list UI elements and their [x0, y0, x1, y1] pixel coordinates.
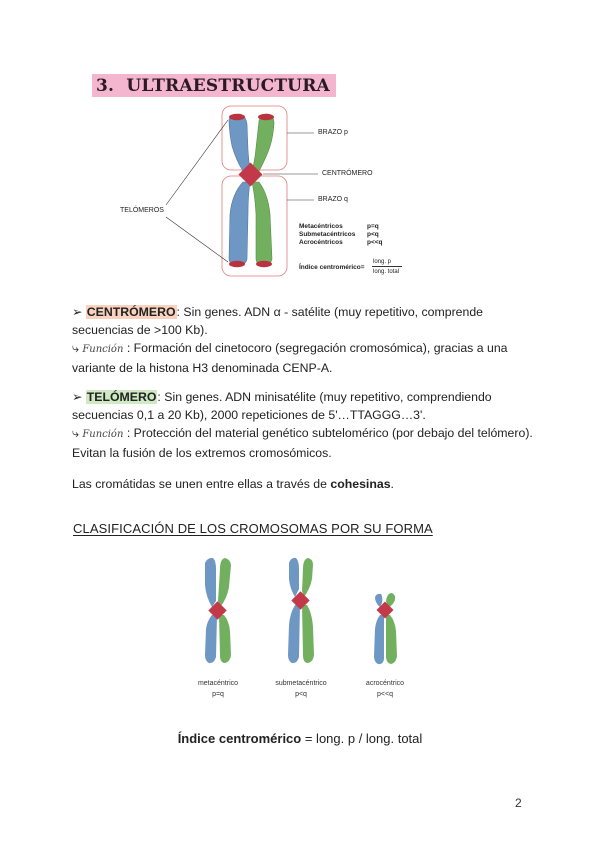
formula-text: = long. p / long. total — [301, 731, 423, 746]
telomere-pointer-up — [166, 120, 228, 205]
page-number: 2 — [515, 796, 522, 810]
label-arm-p: BRAZO p — [318, 129, 348, 136]
acrocentric-name: acrocéntrico — [365, 680, 405, 687]
index-numerator: long. p — [373, 259, 392, 265]
submetacentric-name: submetacéntrico — [275, 680, 327, 687]
centromero-text: : Sin genes. ADN α - satélite (muy repetitivo, comprende secuencias de >100 Kb). — [72, 305, 484, 337]
telomere-cap — [229, 261, 245, 267]
blue-chromatid-upper — [229, 114, 250, 171]
section-number: 3. — [96, 76, 115, 96]
telomero-text: : Sin genes. ADN minisatélite (muy repetitivo, comprendiendo secuencias 0,1 a 20 Kb), 2000 repeticiones de 5'…TTAGGG…3'. — [72, 390, 492, 422]
index-denominator: long. total — [373, 269, 400, 275]
metacentric-rule: p=q — [212, 691, 224, 698]
hook-icon: ⤷ — [72, 341, 79, 355]
acrocentric-chromosome — [374, 593, 397, 664]
centromero-function-text: : Formación del cinetocoro (segregación cromosómica), gracias a una variante de la histona H3 denominada CENP-A. — [72, 341, 508, 375]
type-name: Metacéntricos — [299, 223, 343, 230]
telomere-cap — [229, 114, 245, 120]
type-rule: p<q — [367, 231, 379, 238]
label-arm-q: BRAZO q — [318, 196, 348, 203]
telomero-term: TELÓMERO — [86, 390, 157, 404]
index-fraction-bar — [372, 266, 402, 267]
type-rule: p=q — [367, 223, 379, 230]
classification-title: CLASIFICACIÓN DE LOS CROMOSOMAS POR SU FORMA — [73, 521, 433, 536]
centromero-function-label: Función — [82, 344, 124, 355]
centromeric-index-formula — [0, 731, 600, 746]
metacentric-chromosome — [205, 558, 231, 663]
type-rule: p<<q — [367, 239, 383, 246]
cohesinas-paragraph — [72, 475, 542, 493]
formula-term: Índice centromérico — [177, 731, 302, 746]
acrocentric-rule: p<<q — [377, 691, 393, 698]
hook-icon: ⤷ — [72, 426, 79, 440]
section-title: ULTRAESTRUCTURA — [126, 76, 330, 96]
telomere-pointer-down — [166, 217, 228, 262]
cohesinas-end: . — [390, 477, 394, 491]
classification-diagram — [0, 545, 600, 675]
telomero-function-text: : Protección del material genético subtelomérico (por debajo del telómero). Evitan la fusión de los extremos cromosómicos. — [72, 426, 533, 460]
index-label: Índice centromérico= — [299, 264, 365, 271]
telomero-paragraph: ➢ TELÓMERO: Sin genes. ADN minisatélite (muy repetitivo, comprendiendo secuencias 0,1 a 20 Kb), 2000 repeticiones de 5'…TTAGGG…3'. ⤷ Función : Protección del material genético subtelomérico (por debajo del telómero). Evitan la fusión de los extremos cromosómicos. — [72, 390, 533, 460]
cohesinas-term: cohesinas — [330, 477, 391, 491]
telomero-function-label: Función — [82, 429, 124, 440]
label-centromere: CENTRÓMERO — [322, 170, 373, 177]
type-name: Submetacéntricos — [299, 231, 356, 238]
submetacentric-rule: p<q — [295, 691, 307, 698]
telomere-cap — [258, 114, 274, 120]
type-name: Acrocéntricos — [299, 239, 343, 246]
label-telomeres: TELÓMEROS — [120, 207, 164, 214]
green-chromatid-lower — [252, 182, 272, 266]
metacentric-name: metacéntrico — [197, 680, 239, 687]
cohesinas-text: Las cromátidas se unen entre ellas a través de — [72, 477, 331, 491]
telomere-cap — [256, 261, 272, 267]
metacentric-caption — [187, 678, 249, 700]
centromero-paragraph: ➢ CENTRÓMERO: Sin genes. ADN α - satélite (muy repetitivo, comprende secuencias de >100 Kb). ⤷ Función : Formación del cinetocoro (segregación cromosómica), gracias a una variante de la histona H3 denominada CENP-A. — [72, 305, 508, 375]
acrocentric-caption — [353, 678, 417, 700]
chromosome-diagram — [0, 0, 600, 300]
blue-chromatid-lower — [229, 182, 250, 266]
submetacentric-caption — [266, 678, 336, 700]
centromero-term: CENTRÓMERO — [86, 305, 176, 319]
submetacentric-chromosome — [288, 558, 314, 663]
green-chromatid-upper — [252, 114, 274, 171]
